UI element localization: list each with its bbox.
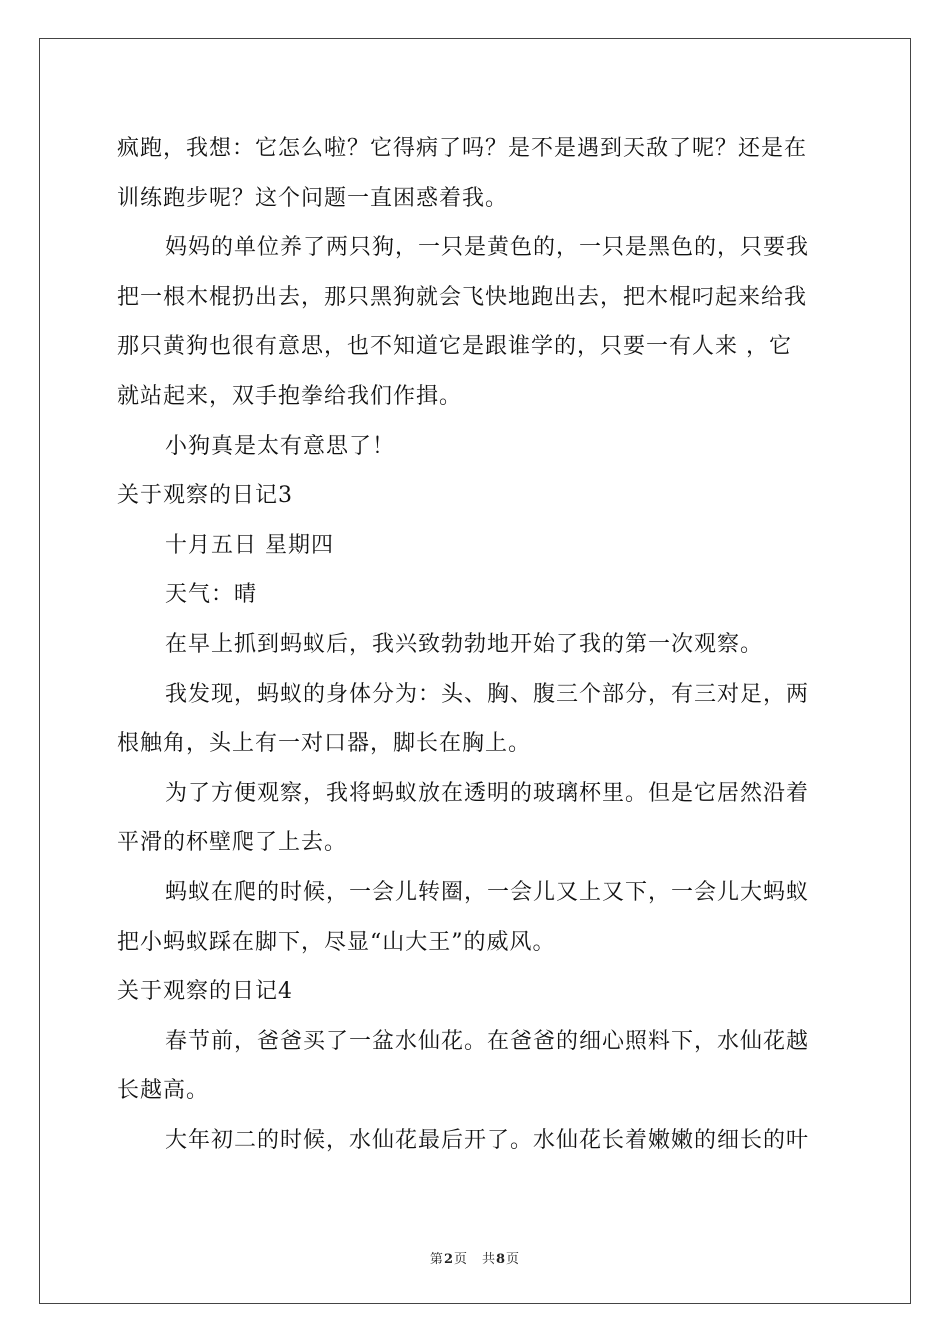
text-line: 疯跑，我想：它怎么啦？它得病了吗？是不是遇到天敌了呢？还是在 [117,136,808,161]
footer-mid: 页 共 [453,1252,496,1267]
text-line: 把小蚂蚁踩在脚下，尽显“山大王”的威风。 [117,929,556,955]
text-line: 小狗真是太有意思了！ [165,433,396,459]
text-line: 那只黄狗也很有意思，也不知道它是跟谁学的，只要一有人来 ，它 [117,334,792,360]
text-line: 长越高。 [117,1078,210,1104]
text-line: 训练跑步呢？这个问题一直困惑着我。 [117,185,509,211]
weather-line: 天气：晴 [165,582,258,608]
current-page-number: 2 [443,1252,454,1267]
text-line: 我发现，蚂蚁的身体分为：头、胸、腹三个部分，有三对足，两 [165,681,810,707]
page-footer [0,1248,950,1267]
text-line: 就站起来，双手抱拳给我们作揖。 [117,383,463,409]
date-line: 十月五日 星期四 [165,532,334,558]
text-line: 根触角，头上有一对口器，脚长在胸上。 [117,731,532,757]
section-heading: 关于观察的日记4 [117,979,293,1005]
text-line: 春节前，爸爸买了一盆水仙花。在爸爸的细心照料下，水仙花越 [165,1028,810,1054]
text-line: 大年初二的时候，水仙花最后开了。水仙花长着嫩嫩的细长的叶 [165,1127,810,1153]
document-body [117,124,833,1165]
total-page-count: 8 [496,1252,507,1267]
text-line: 平滑的杯壁爬了上去。 [117,830,348,856]
text-line: 蚂蚁在爬的时候，一会儿转圈，一会儿又上又下，一会儿大蚂蚁 [165,879,810,905]
text-line: 为了方便观察，我将蚂蚁放在透明的玻璃杯里。但是它居然沿着 [165,780,810,806]
footer-suffix: 页 [506,1252,521,1267]
text-line: 妈妈的单位养了两只狗，一只是黄色的，一只是黑色的，只要我 [165,235,810,261]
section-heading: 关于观察的日记3 [117,483,293,509]
text-line: 在早上抓到蚂蚁后，我兴致勃勃地开始了我的第一次观察。 [165,631,764,657]
footer-prefix: 第 [429,1252,444,1267]
text-line: 把一根木棍扔出去，那只黑狗就会飞快地跑出去，把木棍叼起来给我 [117,284,808,310]
